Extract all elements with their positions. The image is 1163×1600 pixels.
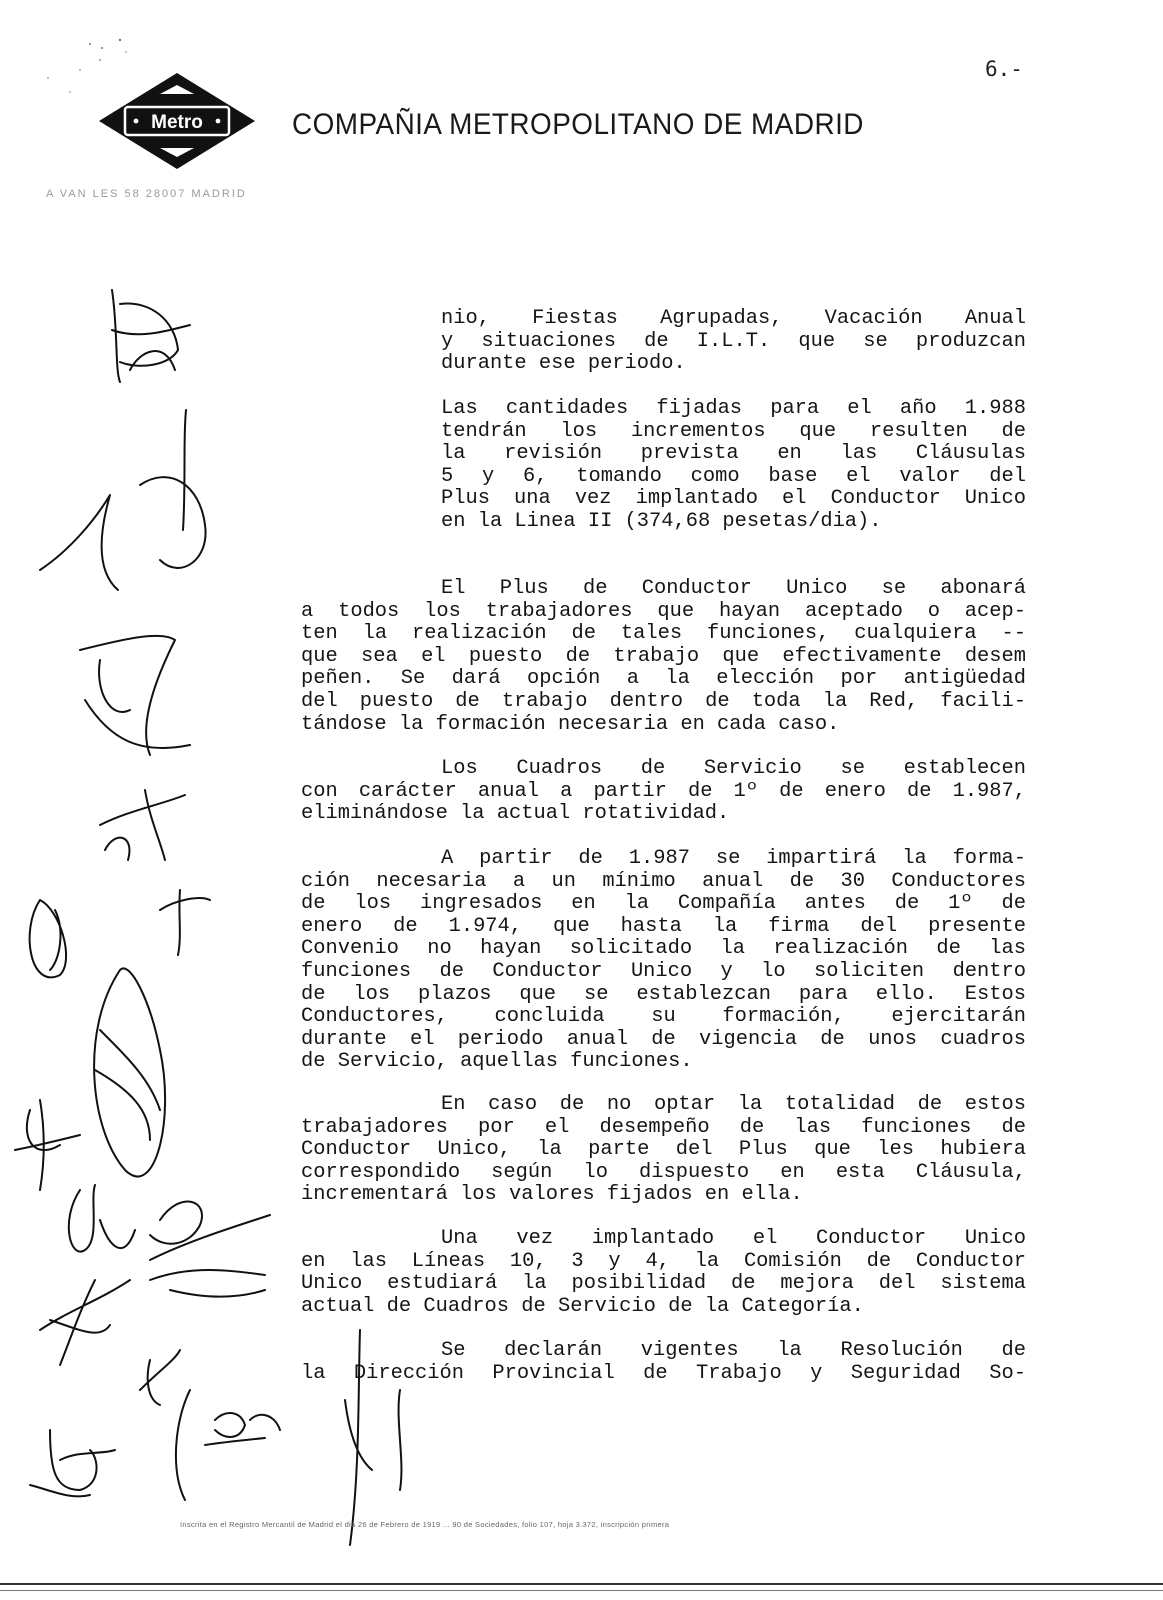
text-line: con carácter anual a partir de 1º de enero de 1.987, [301, 779, 1026, 803]
text-line: ten la realización de tales funciones, cualquiera -- [301, 622, 1026, 646]
signature [140, 1350, 180, 1405]
text-line: A partir de 1.987 se impartirá la forma- [441, 847, 1026, 870]
signature [40, 410, 206, 590]
paragraph-2 [441, 398, 1026, 534]
text-line: tándose la formación necesaria en cada caso. [301, 712, 840, 736]
text-line: la revisión prevista en las Cláusulas [441, 442, 1026, 466]
text-line: en la Linea II (374,68 pesetas/dia). [441, 509, 882, 533]
signature [150, 1270, 265, 1297]
text-line: y situaciones de I.L.T. que se produzcan [441, 329, 1026, 353]
signature [150, 1201, 270, 1260]
text-line: la Dirección Provincial de Trabajo y Seguridad So- [301, 1361, 1026, 1385]
text-line: nio, Fiestas Agrupadas, Vacación Anual [441, 307, 1026, 330]
paragraph-1 [441, 308, 1026, 376]
text-line: El Plus de Conductor Unico se abonará [441, 577, 1026, 600]
text-line: enero de 1.974, que hasta la firma del presente [301, 914, 1026, 938]
text-line: de los ingresados en la Compañía antes de 1º de [301, 892, 1026, 916]
text-line: eliminándose la actual rotatividad. [301, 802, 730, 826]
paragraph-3 [301, 578, 1026, 736]
company-address: A VAN LES 58 28007 MADRID [46, 188, 247, 200]
text-line: tendrán los incrementos que resulten de [441, 419, 1026, 443]
text-line: Conductores, concluida su formación, ejercitarán [301, 1005, 1026, 1029]
text-line: que sea el puesto de trabajo que efectivamente desem [301, 644, 1026, 668]
bottom-rule [0, 1583, 1163, 1585]
text-line: Se declarán vigentes la Resolución de [441, 1339, 1026, 1362]
text-line: en las Líneas 10, 3 y 4, la Comisión de Conductor [301, 1249, 1026, 1273]
scan-specks [30, 30, 150, 110]
paragraph-5 [301, 848, 1026, 1074]
text-line: a todos los trabajadores que hayan aceptado o acep- [301, 599, 1026, 623]
text-line: Una vez implantado el Conductor Unico [441, 1227, 1026, 1250]
text-line: Conductor Unico, la parte del Plus que les hubiera [301, 1138, 1026, 1162]
text-line: de los plazos que se establezcan para ello. Estos [301, 982, 1026, 1006]
text-line: de Servicio, aquellas funciones. [301, 1050, 693, 1074]
signature [69, 1185, 135, 1252]
text-line: Plus una vez implantado el Conductor Unico [441, 487, 1026, 511]
text-line: 5 y 6, tomando como base el valor del [441, 464, 1026, 488]
paragraph-7 [301, 1228, 1026, 1318]
text-line: En caso de no optar la totalidad de estos [441, 1093, 1026, 1116]
signature [40, 1280, 130, 1365]
signature [80, 636, 190, 755]
text-line: funciones de Conductor Unico y lo soliciten dentro [301, 959, 1026, 983]
text-line: correspondido según lo dispuesto en esta Cláusula, [301, 1160, 1026, 1184]
paragraph-4 [301, 758, 1026, 826]
signature [100, 790, 185, 860]
signature [94, 968, 165, 1176]
text-line: durante el periodo anual de vigencia de unos cuadros [301, 1027, 1026, 1051]
signature [176, 1390, 280, 1500]
signature [15, 1100, 80, 1190]
footer-registry: Inscrita en el Registro Mercantil de Madrid el dia 26 de Febrero de 1919 ... 90 de Sociedades, folio 107, hoja 3.372, inscripción primera [180, 1520, 670, 1529]
paragraph-6 [301, 1094, 1026, 1207]
page-number: 6.- [985, 57, 1023, 81]
text-line: trabajadores por el desempeño de las funciones de [301, 1115, 1026, 1139]
text-line: durante ese periodo. [441, 352, 686, 376]
text-line: del puesto de trabajo dentro de toda la Red, facili- [301, 689, 1026, 713]
signature [30, 1430, 115, 1496]
company-name: COMPAÑIA METROPOLITANO DE MADRID [292, 108, 864, 141]
metro-logo-text: Metro [151, 112, 203, 133]
text-line: ción necesaria a un mínimo anual de 30 Conductores [301, 869, 1026, 893]
paragraph-8 [301, 1340, 1026, 1385]
text-line: Los Cuadros de Servicio se establecen [441, 757, 1026, 780]
text-line: actual de Cuadros de Servicio de la Categoría. [301, 1294, 864, 1318]
text-line: peñen. Se dará opción a la elección por antigüedad [301, 667, 1026, 691]
text-line: Unico estudiará la posibilidad de mejora del sistema [301, 1272, 1026, 1296]
signature [30, 900, 66, 977]
bottom-rule [0, 1590, 1163, 1591]
text-line: Convenio no hayan solicitado la realización de las [301, 937, 1026, 961]
text-line: incrementará los valores fijados en ella. [301, 1183, 803, 1207]
signature [112, 290, 190, 382]
signature [160, 890, 210, 955]
text-line: Las cantidades fijadas para el año 1.988 [441, 397, 1026, 420]
